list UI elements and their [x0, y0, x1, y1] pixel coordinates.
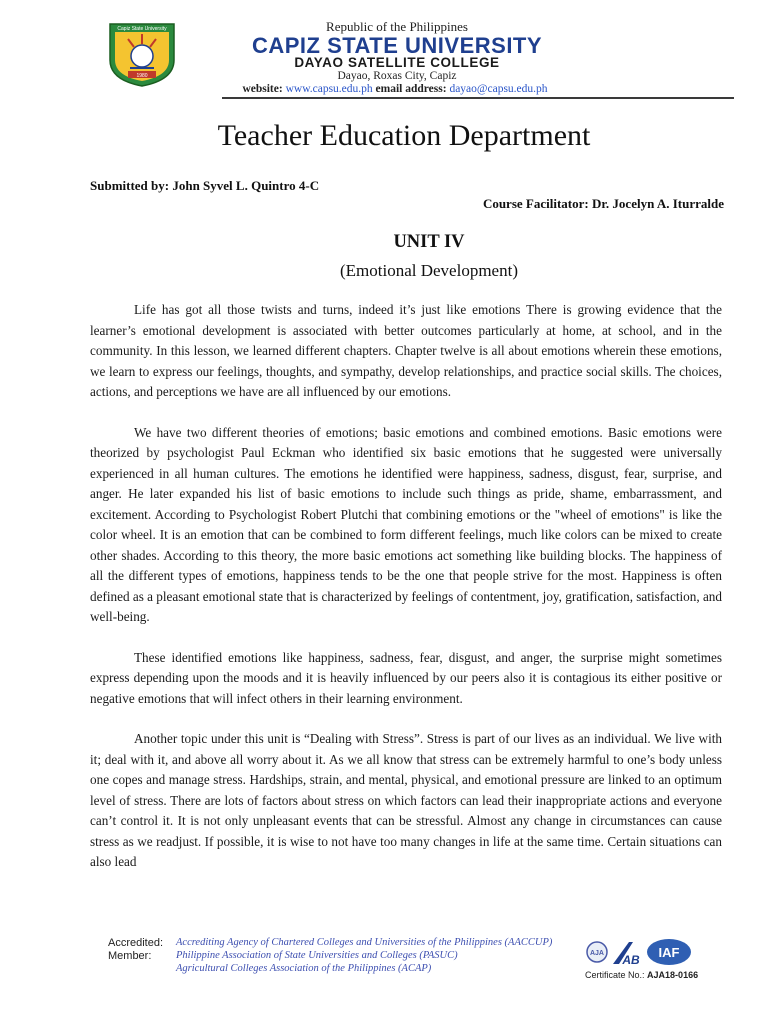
website-link[interactable]: www.capsu.edu.ph [285, 83, 373, 95]
university-seal-logo [106, 20, 178, 88]
republic-line: Republic of the Philippines [326, 19, 468, 34]
footer-org-acap: Agricultural Colleges Association of the Philippines (ACAP) [176, 963, 432, 974]
certificate-number [585, 970, 698, 980]
letterhead [0, 0, 768, 105]
paragraph: We have two different theories of emotions; basic emotions and combined emotions. Basic emotions were theorized by psychologist Paul Eckman who identified six basic emotions that he suggested were universally experienced in all human cultures. The emotions he identified were happiness, sadness, disgust, fear, surprise, and anger. He later expanded his list of basic emotions to include such things as pride, shame, embarrassment, and excitement. According to Psychologist Robert Plutchi that combining emotions or the "wheel of emotions" is like the color wheel. It is an emotion that can be combined to form different feelings, much like colors can be mixed to create other shades. According to this theory, the more basic emotions act something like building blocks. The happiness of all the different types of emotions, happiness tends to be the one that people strive for the most. Happiness is often defined as a pleasant emotional state that is characterized by feelings of contentment, joy, gratification, satisfaction, and well-being. [90, 424, 722, 624]
department-title: Teacher Education Department [217, 119, 591, 152]
submitted-by: Submitted by: John Syvel L. Quintro 4-C [90, 178, 320, 193]
svg-text:AJA: AJA [589, 950, 605, 957]
university-name: CAPIZ STATE UNIVERSITY [251, 33, 543, 58]
svg-text:Capiz State University: Capiz State University [117, 26, 167, 32]
college-address: Dayao, Roxas City, Capiz [337, 70, 457, 82]
member-label: Member: [108, 950, 152, 962]
svg-text:1980: 1980 [136, 73, 148, 79]
ab-logo [613, 942, 640, 967]
paragraph: Another topic under this unit is “Dealing with Stress”. Stress is part of our lives as an individual. We live with it; deal with it, and above all worry about it. As we all know that stress can be extremely harmful to one’s body unless one copes and manage stress. Hardships, strain, and mental, physical, and emotional pressure are linked to an optimum level of stress. There are lots of factors about stress on which factors can lead their inappropriate actions and everyone can’t control it. It is not only unpleasant events that can be stressful. Almost any change in circumstances can cause stress as we readjust. If possible, it is wise to not have too many changes in life at the same time. Certain situations can also lead [90, 731, 722, 869]
website-label: website: [242, 83, 283, 95]
svg-text:AB: AB [622, 953, 640, 967]
email-label: email address: [375, 83, 447, 95]
certificate-value: AJA18-0166 [647, 970, 699, 980]
college-name: DAYAO SATELLITE COLLEGE [294, 55, 500, 70]
footer-org-pasuc: Philippine Association of State Universities and Colleges (PASUC) [176, 950, 458, 961]
course-facilitator: Course Facilitator: Dr. Jocelyn A. Iturralde [482, 196, 724, 211]
contact-line [180, 83, 610, 95]
svg-text:IAF: IAF [658, 945, 680, 960]
footer-org-aaccup: Accrediting Agency of Chartered Colleges and Universities of the Philippines (AACCUP) [176, 937, 553, 948]
accredited-label: Accredited: [108, 937, 164, 949]
ajab-logo [587, 942, 607, 962]
essay-body [90, 300, 722, 893]
email-link[interactable]: dayao@capsu.edu.ph [449, 83, 548, 95]
unit-title: UNIT IV [393, 232, 465, 252]
iaf-logo [647, 939, 691, 965]
paragraph: Life has got all those twists and turns, indeed it’s just like emotions There is growing evidence that the learner’s emotional development is associated with better outcomes particularly at home, at school, and in the community. In this lesson, we learned different chapters. Chapter twelve is all about emotions wherein these emotions, we learn to express our feelings, thoughts, and sympathy, develop relationships, and practice social skills. The choices, actions, and perceptions we have are all influenced by our emotions. [90, 302, 722, 399]
header-divider [222, 97, 734, 99]
unit-subtitle: (Emotional Development) [340, 261, 518, 280]
paragraph: These identified emotions like happiness, sadness, fear, disgust, and anger, the surprise might sometimes express depending upon the moods and it is heavily influenced by our peers also it is contagious its either positive or negative emotions that will infect others in their learning environment. [90, 649, 722, 706]
certificate-label: Certificate No.: [585, 970, 645, 980]
